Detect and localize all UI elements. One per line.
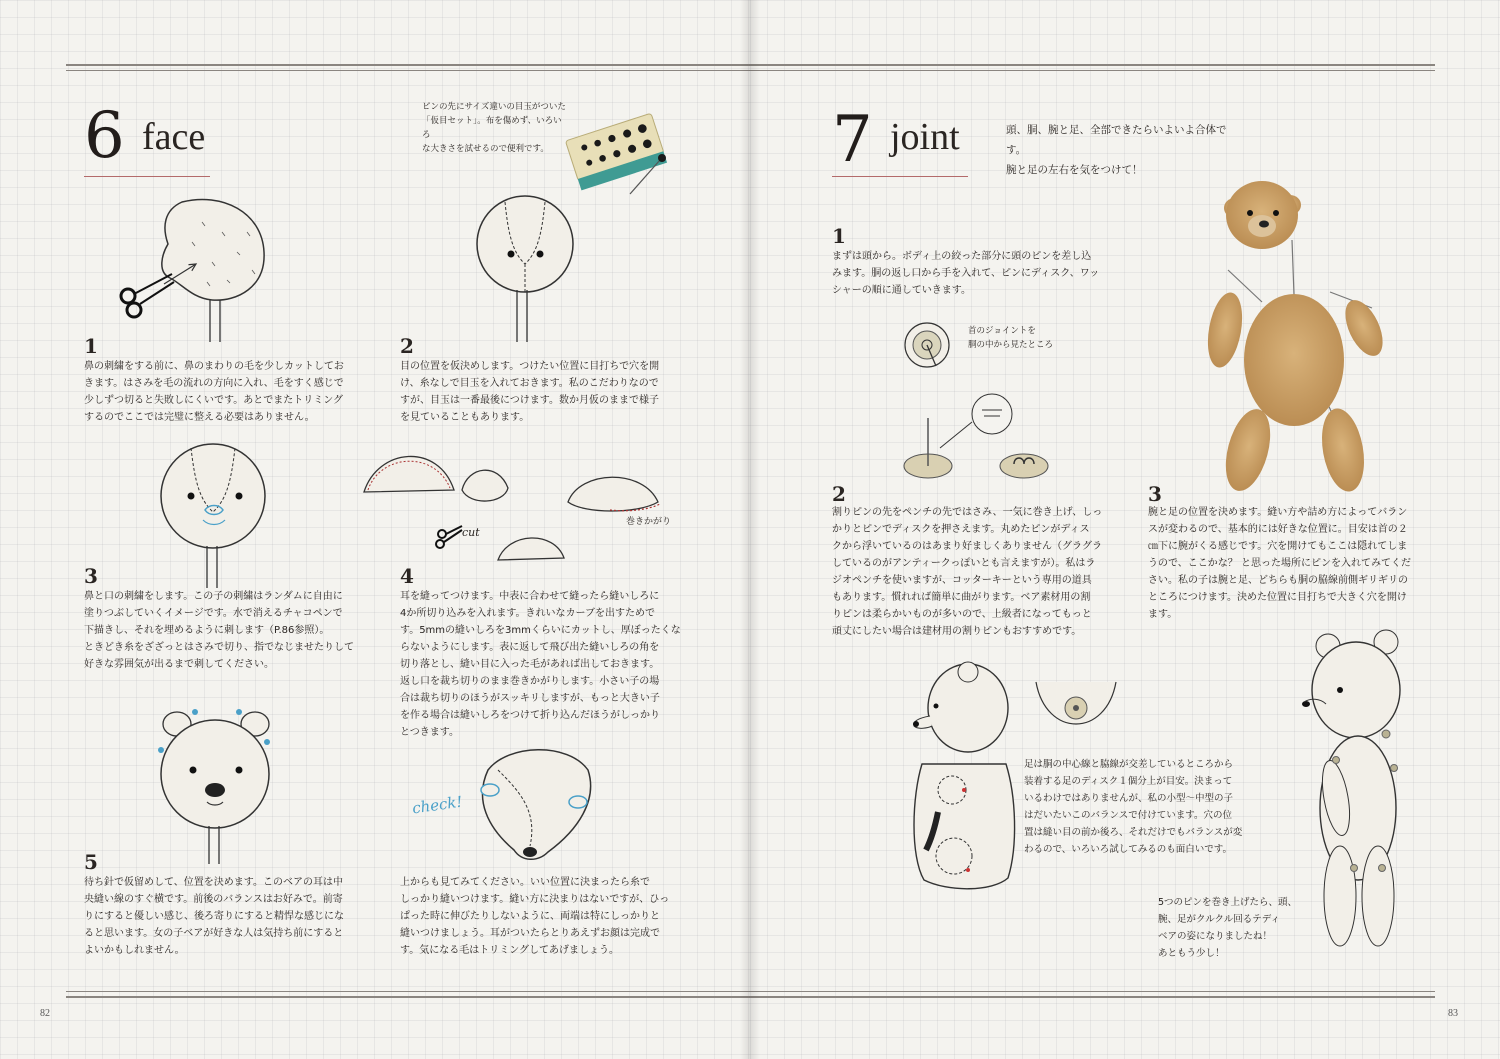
bottom-rule-thin — [66, 991, 750, 992]
step-5-text: 待ち針で仮留めして、位置を決めます。このベアの耳は中 央縫い線のすぐ横です。前後のバランスはお好みで。前寄 りにすると優しい感じ、後ろ寄りにすると精悍な感じにな ると思います。女の子ベアが好きな人は気持ち前にすると よいかもしれません。 — [84, 877, 344, 956]
bottom-rule — [66, 996, 750, 998]
neck-caption: 首のジョイントを 胴の中から見たところ — [968, 326, 1054, 350]
step1-head-illustration — [112, 192, 282, 342]
step5-head-illustration — [155, 704, 280, 864]
step3-head-illustration — [155, 438, 275, 588]
step-3-number: 3 — [1148, 482, 1162, 506]
top-rule-thin — [750, 70, 1435, 71]
step-1-text: 鼻の刺繍をする前に、鼻のまわりの毛を少しカットしてお きます。はさみを毛の流れの方向に入れ、毛をすく感じで 少しずつ切ると失敗しにくいです。あとでまたトリミング するのでここでは完璧に整える必要はありません。 — [84, 361, 344, 423]
section-intro: 頭、胴、腕と足、全部できたらいよいよ合体です。 腕と足の左右を気をつけて！ — [1006, 124, 1227, 176]
step-2-text: 目の位置を仮決めします。つけたい位置に目打ちで穴を開 け、糸なしで目玉を入れておきます。私のこだわりなので すが、目玉は一番最後につけます。数か月仮のままで様子 を見ていることもあります。 — [400, 361, 660, 423]
leg-caption: 足は胴の中心線と脇線が交差しているところから 装着する足のディスク１個分上が目安。決まって いるわけではありませんが、私の小型〜中型の子 はだいたいこのバランスで付けています。穴の位 置は縫い目の前か後ろ、それだけでもバランスが変 わるので、いろいろ試してみるのも面白いです。 — [1024, 759, 1243, 855]
bear-front-illustration — [1300, 628, 1410, 953]
step2-head-illustration — [470, 192, 590, 342]
eye-set-photo — [560, 108, 680, 203]
book-gutter — [740, 0, 760, 1059]
top-rule-thin — [66, 70, 750, 71]
bear-parts-photo — [1190, 160, 1400, 505]
bottom-rule — [750, 996, 1435, 998]
title-underline — [832, 176, 968, 177]
step-1-number: 1 — [832, 224, 846, 248]
step-1-number: 1 — [84, 334, 98, 358]
scissors-icon — [436, 526, 462, 548]
page-number-left: 82 — [40, 1008, 50, 1019]
leg-disc-closeup — [1036, 678, 1118, 734]
step-3-text: 腕と足の位置を決めます。縫い方や詰め方によってバラン スが変わるので、基本的には好きな位置に。目安は首の２ ㎝下に腕がくる感じです。穴を開けてもここは隠れてしま うので、ここかな？ と思った場所にピンを入れてみてくだ さい。私の子は腕と足、どちらも胴の脇線前側ギリギリの ところにつけます。決めた位置に目打ちで大きく穴を開け ます。 — [1148, 507, 1411, 620]
step-3-number: 3 — [84, 564, 98, 588]
section-title: joint — [890, 116, 960, 158]
step-5-number: 5 — [84, 850, 98, 874]
step-5b-text: 上からも見てみてください。いい位置に決まったら糸で しっかり縫いつけます。縫い方に決まりはないですが、ひっ ぱった時に伸びたりしないように、両端は特にしっかりと 縫いつけましょう。耳がついたらとりあえずお顔は完成で す。気になる毛はトリミングしてあげましょう。 — [400, 877, 670, 956]
bear-body-side-illustration — [908, 656, 1028, 891]
final-caption: 5つのピンを巻き上げたら、頭、 腕、足がクルクル回るテディ ベアの姿になりましたね！ あともう少し！ — [1158, 897, 1298, 959]
bottom-rule-thin — [750, 991, 1435, 992]
label-cut: cut — [462, 526, 480, 539]
title-underline — [84, 176, 210, 177]
eye-set-caption: ピンの先にサイズ違いの目玉がついた 「仮目セット」。布を傷めず、いろいろ な大きさを試せるので便利です。 — [422, 102, 566, 154]
step-2-text: 割りピンの先をペンチの先ではさみ、一気に巻き上げ、しっ かりとピンでディスクを押さえます。丸めたピンがディス クから浮いているのはあまり好ましくありません（グラグラ しているのがアンティークっぽいとも言えますが）。私はラ ジオペンチを使いますが、コッターキーという専用の道具 もあります。慣れれば簡単に曲がります。ベア素材用の割 りピンは柔らかいものが多いので、上級者になってもっと 頑丈にしたい場合は建材用の割りピンもおすすめです。 — [832, 507, 1103, 637]
top-rule — [66, 64, 750, 66]
top-rule — [750, 64, 1435, 66]
step-4-text: 耳を縫ってつけます。中表に合わせて縫ったら縫いしろに 4か所切り込みを入れます。きれいなカーブを出すためで す。5mmの縫いしろを3mmくらいにカットし、厚ぼったくな らないようにします。表に返して飛び出た縫いしろの角を 切り落とし、縫い目に入った毛があれば出しておきます。 返し口を裁ち切りのまま巻きかがりします。小さい子の場 合は裁ち切りのほうがスッキリしますが、もっと大きい子 を作る場合は縫いしろをつけて折り込んだほうがしっかり とつきます。 — [400, 591, 681, 738]
page-number-right: 83 — [1448, 1008, 1458, 1019]
scissors-icon — [121, 274, 174, 317]
step-2-number: 2 — [400, 334, 414, 358]
section-number: 7 — [832, 103, 873, 177]
step-2-number: 2 — [832, 482, 846, 506]
step-4-number: 4 — [400, 564, 414, 588]
neck-joint-illustration — [900, 318, 955, 373]
step-3-text: 鼻と口の刺繍をします。この子の刺繍はランダムに自由に 塗りつぶしていくイメージです。水で消えるチャコペンで 下描きし、それを埋めるように刺します（P.86参照）。 ときどき糸をざざっとはさみで切り、指でなじませたりして 好きな雰囲気が出るまで刺してください。 — [84, 591, 354, 670]
step-1-text: まずは頭から。ボディ上の絞った部分に頭のピンを差し込 みます。胴の返し口から手を入れて、ピンにディスク、ワッ シャーの順に通していきます。 — [832, 251, 1100, 296]
step5-topview-illustration — [468, 740, 608, 870]
step4-ear-illustration — [358, 440, 698, 570]
label-makikagari: 巻きかがり — [626, 517, 672, 527]
section-title: face — [142, 116, 206, 158]
section-number: 6 — [84, 99, 125, 173]
cotter-pin-illustration — [900, 388, 1070, 488]
label-check: check! — [410, 792, 464, 818]
right-page — [750, 0, 1500, 1059]
